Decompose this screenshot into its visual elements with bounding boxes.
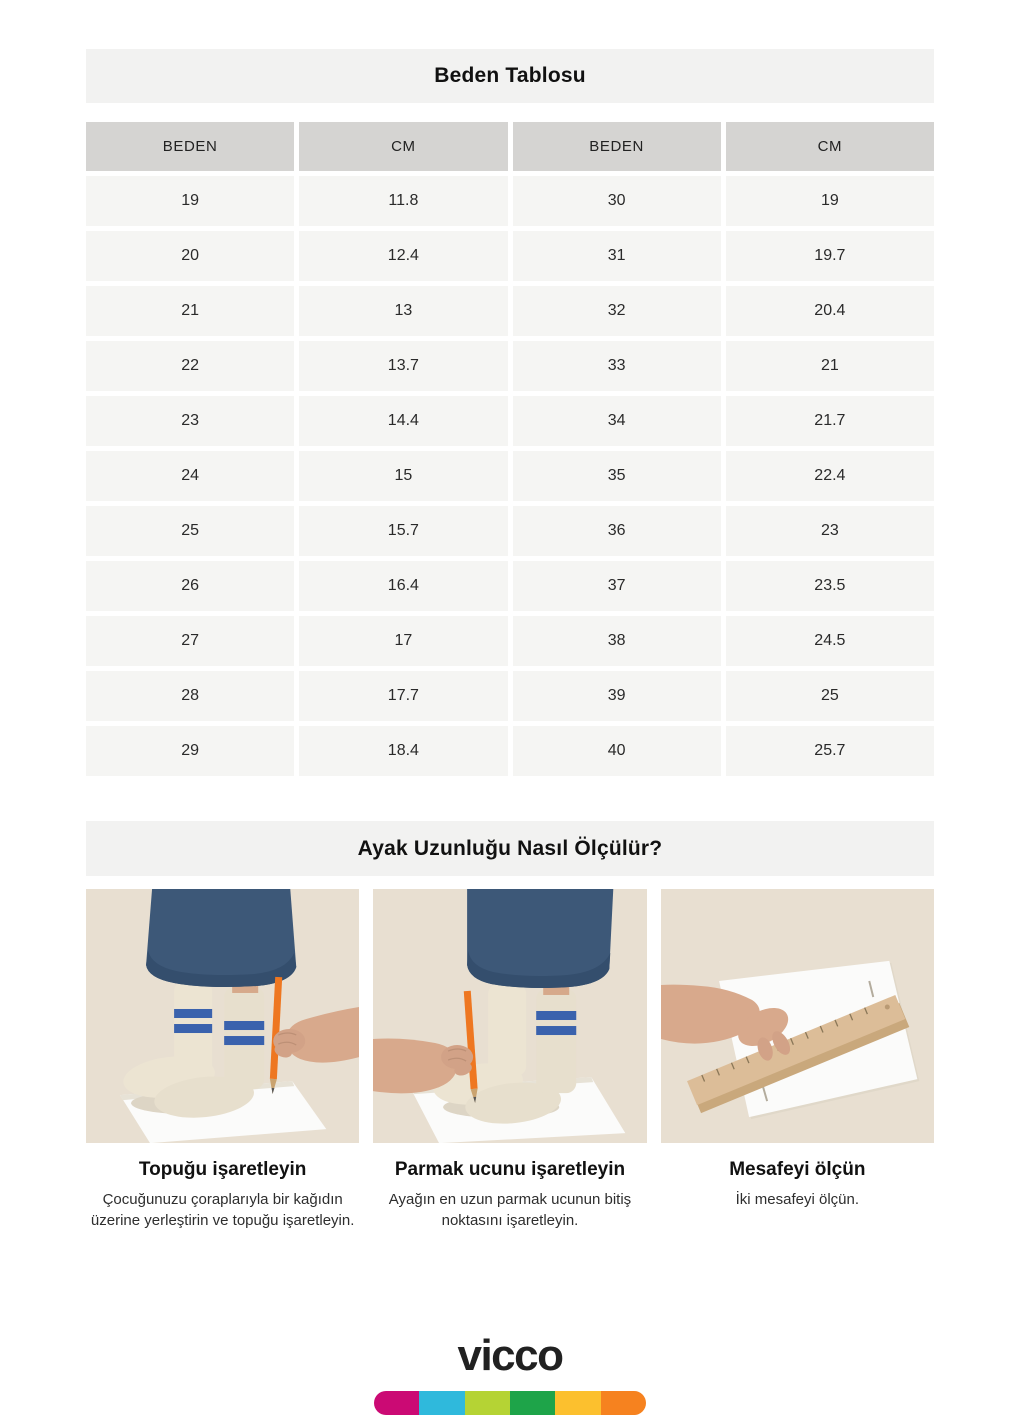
size-table-cell: 37 — [513, 561, 721, 611]
size-table-cell: 21 — [726, 341, 934, 391]
size-table-cell: 22.4 — [726, 451, 934, 501]
measure-steps — [86, 889, 934, 1231]
size-table-cell: 27 — [86, 616, 294, 666]
step-title: Mesafeyi ölçün — [729, 1159, 866, 1180]
size-table-cell: 17 — [299, 616, 507, 666]
size-table-cell: 21 — [86, 286, 294, 336]
size-table-header-cell: BEDEN — [86, 122, 294, 171]
brand-bar-segment — [510, 1391, 555, 1415]
size-table-header-cell: BEDEN — [513, 122, 721, 171]
brand-color-bar — [374, 1391, 646, 1415]
size-table-cell: 25 — [726, 671, 934, 721]
mark-toe-photo — [373, 889, 646, 1143]
step-title: Parmak ucunu işaretleyin — [394, 1159, 626, 1180]
size-table-cell: 28 — [86, 671, 294, 721]
size-table-cell: 31 — [513, 231, 721, 281]
size-table-cell: 16.4 — [299, 561, 507, 611]
step-caption — [86, 1157, 359, 1231]
size-table-cell: 39 — [513, 671, 721, 721]
step-caption — [661, 1157, 934, 1210]
size-table-cell: 23 — [86, 396, 294, 446]
size-table-cell: 15.7 — [299, 506, 507, 556]
mark-toe-illustration — [373, 889, 646, 1143]
step-description: Ayağın en uzun parmak ucunun bitiş noktasını işaretleyin. — [388, 1191, 632, 1229]
measure-distance-photo — [661, 889, 934, 1143]
size-table-cell: 26 — [86, 561, 294, 611]
step-measure-distance — [661, 889, 934, 1210]
size-table-cell: 30 — [513, 176, 721, 226]
size-table-cell: 14.4 — [299, 396, 507, 446]
size-chart-page — [86, 49, 934, 1231]
size-table-cell: 23 — [726, 506, 934, 556]
size-table-title: Beden Tablosu — [434, 64, 586, 87]
measure-section-title: Ayak Uzunluğu Nasıl Ölçülür? — [357, 836, 663, 860]
step-description: Çocuğunuzu çoraplarıyla bir kağıdın üzerine yerleştirin ve topuğu işaretleyin. — [90, 1191, 355, 1229]
size-table-cell: 35 — [513, 451, 721, 501]
size-table-cell: 13.7 — [299, 341, 507, 391]
brand-bar-segment — [419, 1391, 464, 1415]
mark-heel-photo — [86, 889, 359, 1143]
step-title: Topuğu işaretleyin — [138, 1159, 307, 1180]
size-table-cell: 33 — [513, 341, 721, 391]
size-table-cell: 19.7 — [726, 231, 934, 281]
size-table-cell: 20 — [86, 231, 294, 281]
size-table-cell: 25 — [86, 506, 294, 556]
brand-bar-segment — [601, 1391, 646, 1415]
mark-heel-illustration — [86, 889, 359, 1143]
size-table — [86, 122, 934, 776]
size-table-cell: 20.4 — [726, 286, 934, 336]
size-table-cell: 32 — [513, 286, 721, 336]
size-table-header-cell: CM — [726, 122, 934, 171]
step-description: İki mesafeyi ölçün. — [735, 1191, 860, 1208]
size-table-cell: 34 — [513, 396, 721, 446]
size-table-cell: 23.5 — [726, 561, 934, 611]
step-mark-toe — [373, 889, 646, 1231]
size-table-cell: 17.7 — [299, 671, 507, 721]
size-table-cell: 19 — [726, 176, 934, 226]
size-table-cell: 40 — [513, 726, 721, 776]
size-table-cell: 18.4 — [299, 726, 507, 776]
size-table-cell: 29 — [86, 726, 294, 776]
size-table-cell: 24.5 — [726, 616, 934, 666]
measure-section-title-bar — [86, 821, 934, 876]
step-caption — [373, 1157, 646, 1231]
size-table-cell: 15 — [299, 451, 507, 501]
size-table-cell: 25.7 — [726, 726, 934, 776]
size-table-cell: 36 — [513, 506, 721, 556]
brand-bar-segment — [374, 1391, 419, 1415]
size-table-cell: 24 — [86, 451, 294, 501]
size-table-cell: 22 — [86, 341, 294, 391]
size-table-title-bar — [86, 49, 934, 103]
size-table-cell: 11.8 — [299, 176, 507, 226]
brand-bar-segment — [555, 1391, 600, 1415]
brand-bar-segment — [465, 1391, 510, 1415]
size-table-header-cell: CM — [299, 122, 507, 171]
vicco-logo: vicco — [457, 1331, 563, 1380]
measure-distance-illustration — [661, 889, 934, 1143]
size-table-cell: 12.4 — [299, 231, 507, 281]
brand-footer — [0, 1331, 1020, 1415]
size-table-cell: 38 — [513, 616, 721, 666]
step-mark-heel — [86, 889, 359, 1231]
size-table-cell: 21.7 — [726, 396, 934, 446]
size-table-cell: 13 — [299, 286, 507, 336]
size-table-cell: 19 — [86, 176, 294, 226]
